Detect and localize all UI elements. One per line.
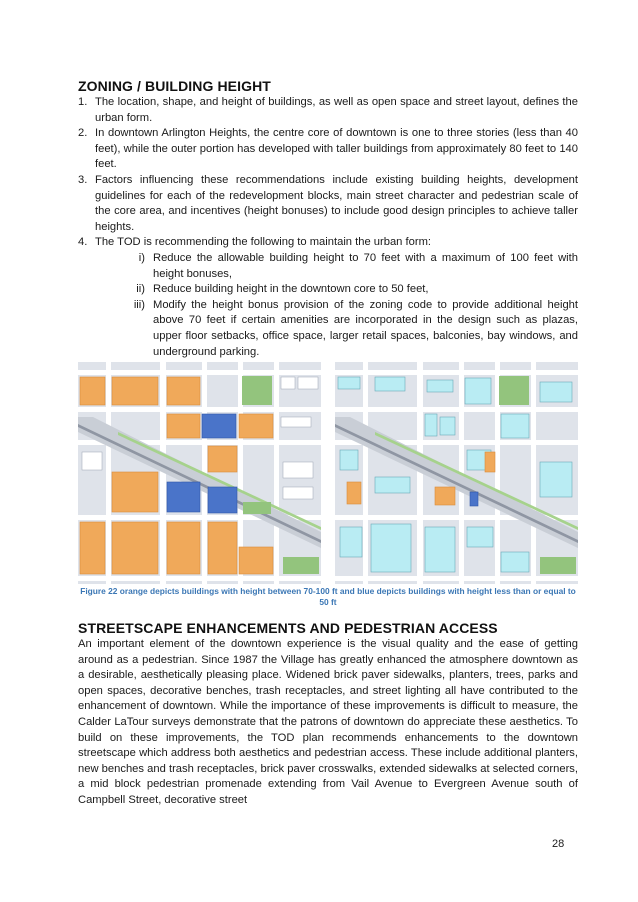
section-heading-streetscape: STREETSCAPE ENHANCEMENTS AND PEDESTRIAN ACCESS <box>78 620 498 636</box>
existing-buildings-map <box>335 362 578 584</box>
list-number: 3. <box>78 173 88 186</box>
sublist-item <box>115 298 578 360</box>
sublist-text: Modify the height bonus provision of the zoning code to provide additional height above 70 feet if certain amenities are incorporated in the design such as plazas, upper floor setbacks, office space, larger retail spaces, balconies, bay windows, and underground parking. <box>153 298 578 358</box>
sublist-item <box>115 282 578 298</box>
sublist-number: iii) <box>133 298 145 311</box>
height-zoning-map <box>78 362 321 584</box>
sublist-number: i) <box>138 251 145 264</box>
list-item <box>78 126 578 173</box>
sublist-number: ii) <box>136 283 145 296</box>
section-heading-zoning: ZONING / BUILDING HEIGHT <box>78 78 271 94</box>
page-number: 28 <box>552 838 565 850</box>
list-number: 4. <box>78 236 88 249</box>
list-item <box>78 173 578 235</box>
list-text: The TOD is recommending the following to maintain the urban form: <box>95 236 431 249</box>
sublist-item <box>115 251 578 282</box>
list-text: Factors influencing these recommendations include existing building heights, development guidelines for each of the redevelopment blocks, main street character and pedestrian scale of the core area, and incentives (height bonuses) to include good design principles to achieve taller heights. <box>95 173 578 233</box>
figure-caption: Figure 22 orange depicts buildings with height between 70-100 ft and blue depicts buildings with height less than or equal to 50 ft <box>80 586 576 607</box>
figure-22-maps <box>78 362 578 584</box>
recommendation-sublist <box>95 251 578 360</box>
zoning-list <box>78 95 578 360</box>
streetscape-paragraph: An important element of the downtown experience is the visual quality and the ease of getting around as a pedestrian. Since 1987 the Village has greatly enhanced the atmosphere downtown as a desirable, aesthetically pleasing place. Widened brick paver sidewalks, planters, trees, parks and open spaces, decorative benches, trash receptacles, and street lighting all have contributed to the enhancement of downtown. While the importance of these improvements is difficult to measure, the Calder LaTour surveys demonstrate that the patrons of downtown do appreciate these aesthetics. To build on these improvements, the TOD plan recommends enhancements to the downtown streetscape which address both aesthetics and pedestrian access. These include additional planters, new benches and trash receptacles, brick paver crosswalks, extended sidewalks at selected corners, a mid block pedestrian promenade extending from Vail Avenue to Evergreen Avenue south of Campbell Street, decorative street <box>78 638 578 806</box>
list-item <box>78 235 578 360</box>
list-text: The location, shape, and height of buildings, as well as open space and street layout, defines the urban form. <box>95 96 578 124</box>
sublist-text: Reduce the allowable building height to 70 feet with a maximum of 100 feet with height bonuses, <box>153 251 578 280</box>
list-number: 2. <box>78 127 88 140</box>
list-item <box>78 95 578 126</box>
list-number: 1. <box>78 96 88 108</box>
list-text: In downtown Arlington Heights, the centre core of downtown is one to three stories (less than 40 feet), while the outer portion has developed with taller buildings from approximately 80 feet to 140 feet. <box>95 127 578 171</box>
sublist-text: Reduce building height in the downtown core to 50 feet, <box>153 283 429 296</box>
